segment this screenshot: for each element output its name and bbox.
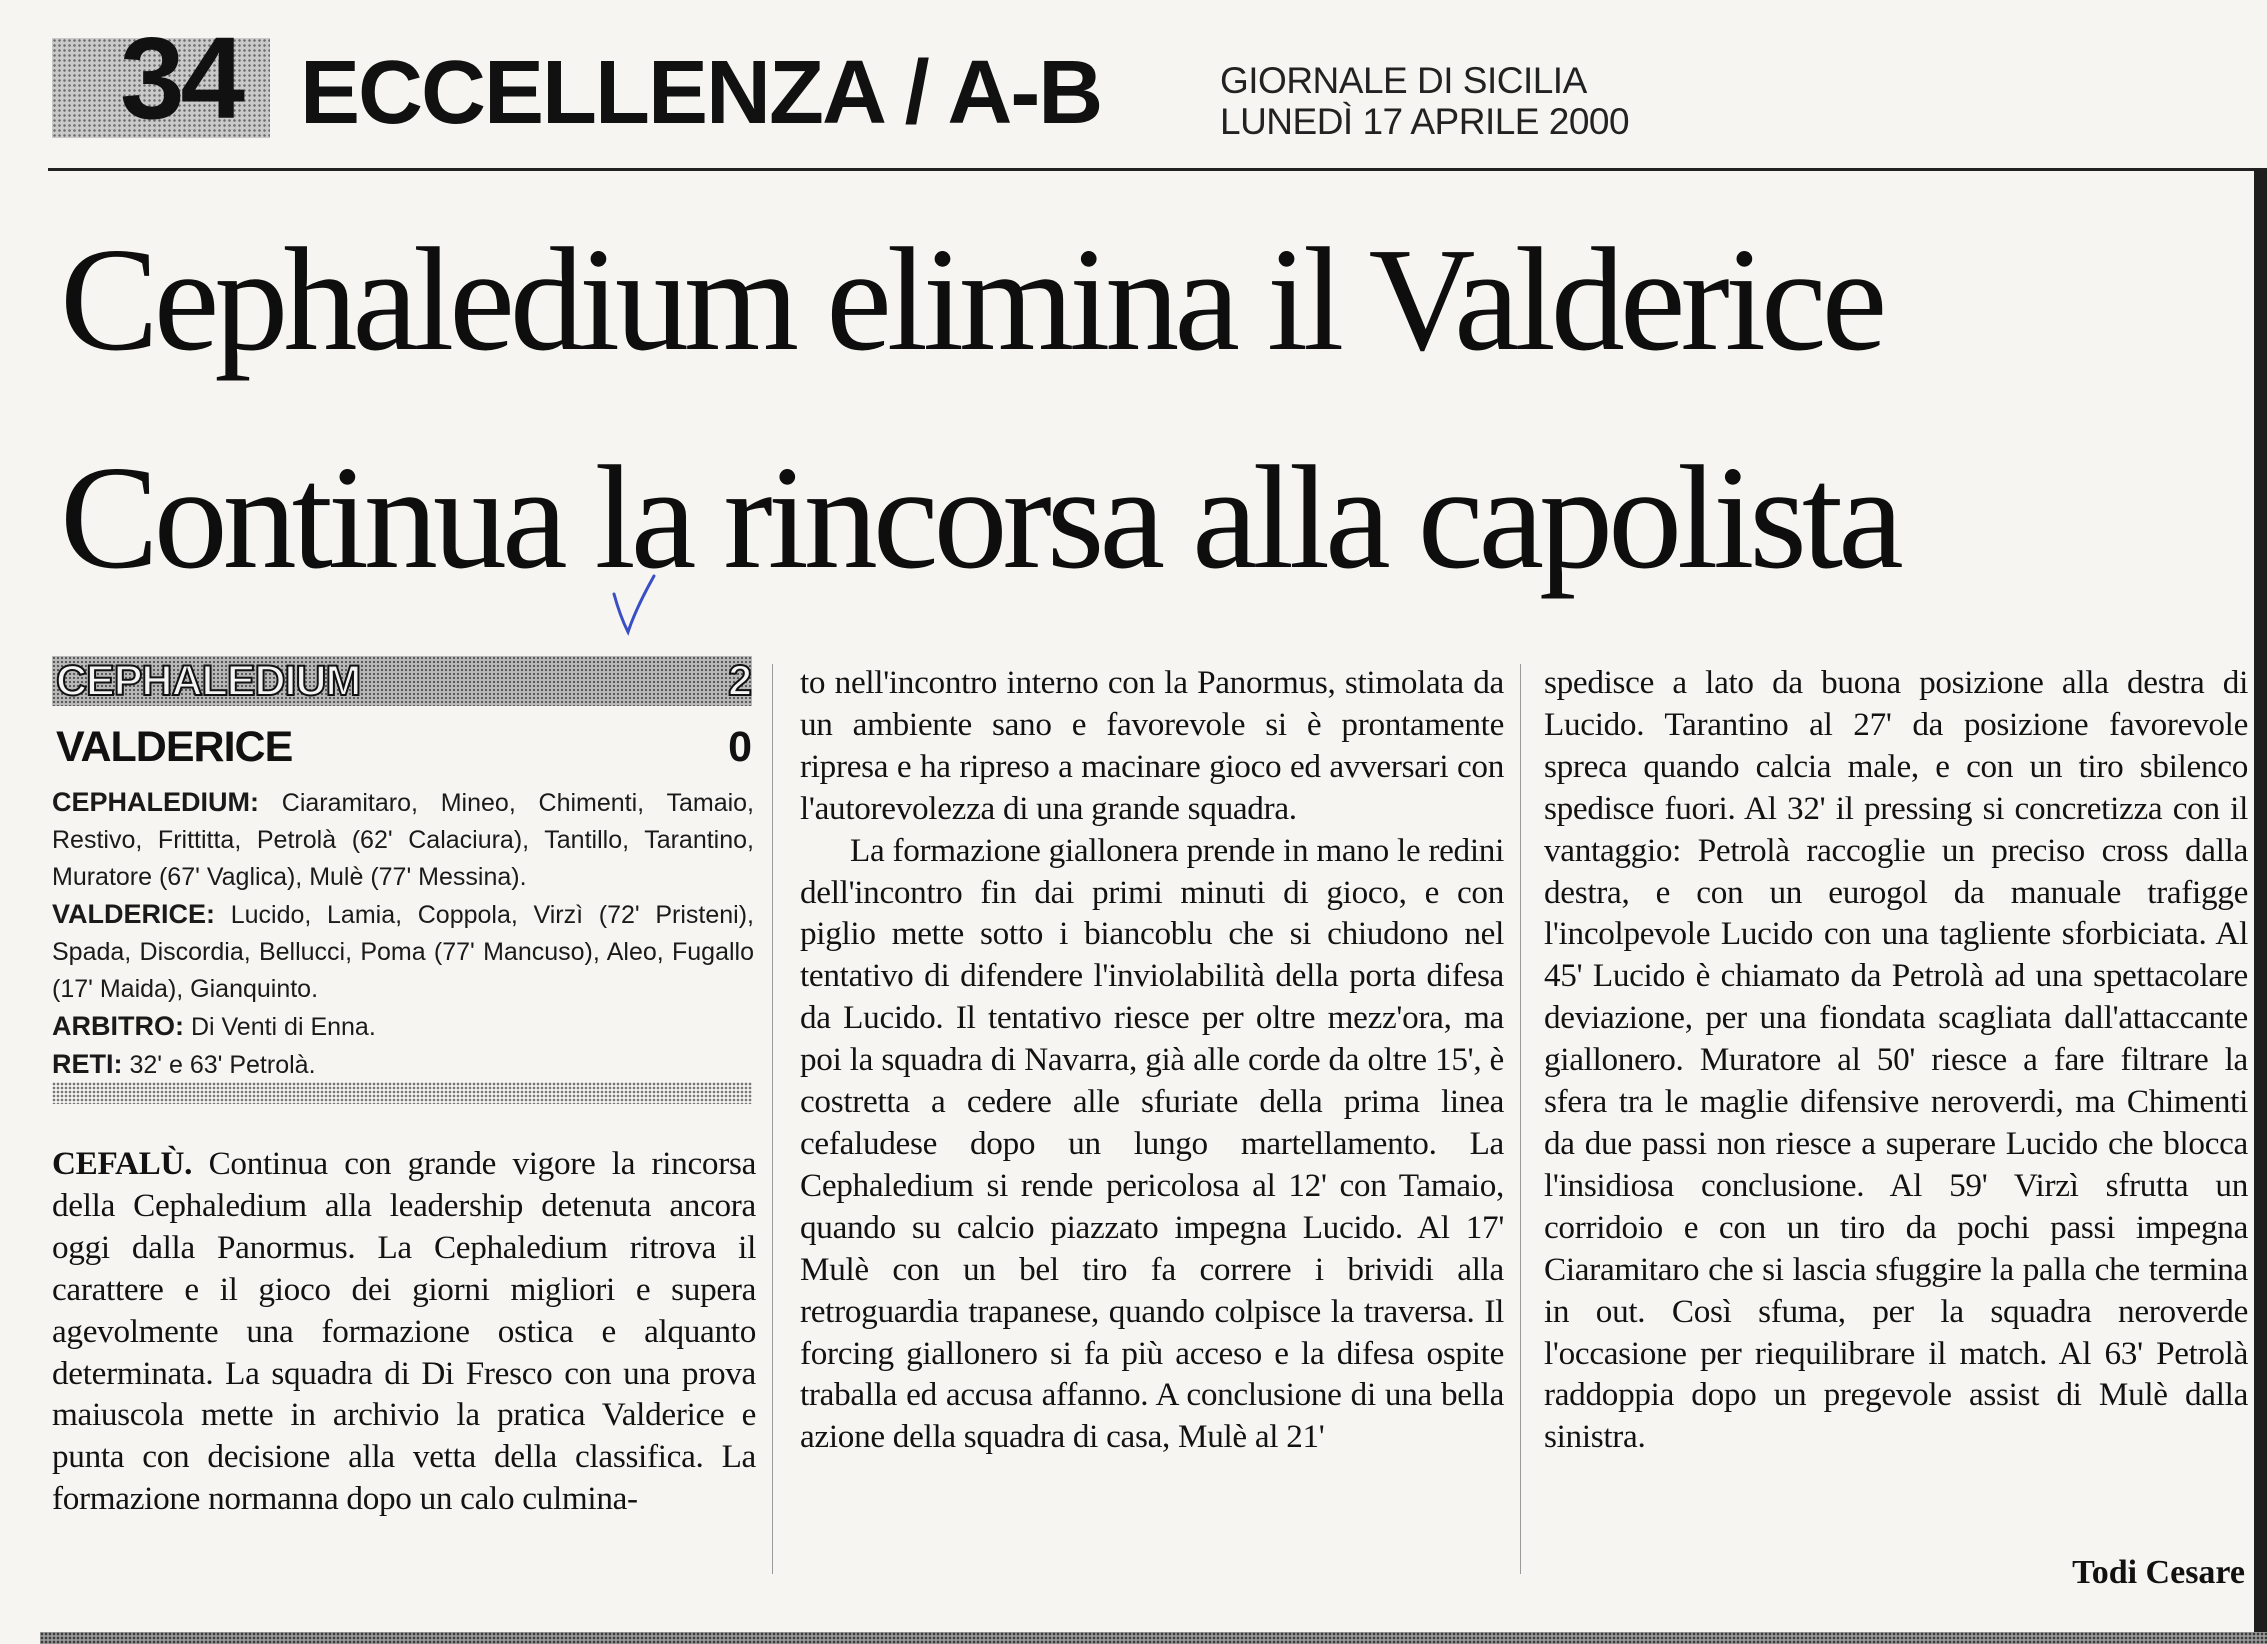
home-lineup-players: Ciaramitaro, Mineo, Chimenti, Tamaio, Restivo, Frittitta, Petrolà (62' Calaciura), Tantillo, Tarantino, Muratore (67' Vaglica), Mulè (77' Messina).: [52, 789, 754, 891]
article-column-3: [1544, 662, 2248, 1458]
masthead-meta: [1220, 60, 1629, 142]
article-column-1: [52, 1143, 756, 1520]
column-rule: [772, 664, 773, 1574]
headline-line-2: Continua la rincorsa alla capolista: [60, 436, 1899, 600]
article-paragraph: [52, 1143, 756, 1520]
column-rule: [1520, 664, 1521, 1574]
publication-date: LUNEDÌ 17 APRILE 2000: [1220, 101, 1630, 142]
article-paragraph: spedisce a lato da buona posizione alla destra di Lucido. Tarantino al 27' da posizione favorevole spreca quando calcia male, e con un tiro sbilenco spedisce fuori. Al 32' il pressing si concretizza con il vantaggio: Petrolà raccoglie un preciso cross dalla destra, e con un eurogol da manuale trafigge l'incolpevole Lucido con una tagliente sforbiciata. Al 45' Lucido è chiamato da Petrolà ad una spettacolare deviazione, per una fiondata scagliata dall'attaccante giallonero. Muratore al 50' riesce a fare filtrare la sfera tra le maglie difensive neroverdi, ma Chimenti da due passi non riesce a superare Lucido che blocca l'insidiosa conclusione. Al 59' Virzì sfrutta un corridoio e con un tiro da pochi passi impegna Ciaramitaro che si lascia sfuggire la palla che termina in out. Così sfuma, per la squadra neroverde l'occasione per riequilibrare il match. Al 63' Petrolà raddoppia dopo un pregevole assist di Mulè dalla sinistra.: [1544, 664, 2248, 1456]
referee-name: Di Venti di Enna.: [190, 1013, 376, 1041]
publication-name: GIORNALE DI SICILIA: [1220, 60, 1587, 101]
page-edge: [2254, 170, 2267, 1644]
match-lineups: [52, 784, 754, 1084]
headline-line-1: Cephaledium elimina il Valderice: [60, 218, 1883, 382]
home-team-name: CEPHALEDIUM: [56, 657, 361, 705]
dateline: CEFALÙ.: [52, 1145, 193, 1182]
article-paragraph: to nell'incontro interno con la Panormus, stimolata da un ambiente sano e favorevole si è prontamente ripresa e ha ripreso a macinare gioco ed avversari con l'autorevolezza di una grande squadra.: [800, 664, 1504, 827]
article-column-2: [800, 662, 1504, 1458]
byline: Todi Cesare: [2072, 1554, 2245, 1591]
away-team-name: VALDERICE: [56, 723, 293, 771]
section-title: ECCELLENZA / A-B: [300, 43, 1102, 143]
masthead-rule: [48, 168, 2267, 171]
away-team-score: 0: [728, 723, 752, 771]
goals-line: [52, 1046, 754, 1084]
page-number: 34: [120, 13, 242, 143]
away-lineup-label: VALDERICE:: [52, 899, 216, 929]
home-lineup-label: CEPHALEDIUM:: [52, 787, 259, 817]
home-team-score: 2: [728, 657, 752, 705]
pen-check-mark: [610, 572, 658, 638]
goals-detail: 32' e 63' Petrolà.: [129, 1051, 316, 1079]
page-bottom-edge: [40, 1632, 2267, 1644]
article-text: Continua con grande vigore la rincorsa della Cephaledium alla leadership detenuta ancora oggi dalla Panormus. La Cephaledium ritrova il carattere e il gioco dei giorni migliori e supera agevolmente una formazione ostica e alquanto determinata. La squadra di Di Fresco con una prova maiuscola mette in archivio la pratica Valderice e punta con decisione alla vetta della classifica. La formazione normanna dopo un calo culmina-: [52, 1145, 756, 1518]
away-lineup: [52, 896, 754, 1008]
home-lineup: [52, 784, 754, 896]
referee-label: ARBITRO:: [52, 1011, 184, 1041]
scorebox-divider: [52, 1082, 752, 1104]
article-paragraph: La formazione giallonera prende in mano le redini dell'incontro fin dai primi minuti di gioco, e con piglio mette sotto i biancoblu che si chiudono nel tentativo di difendere l'inviolabilità della porta difesa da Lucido. Il tentativo riesce per oltre mezz'ora, ma poi la squadra di Navarra, già alle corde da oltre 15', è costretta a cedere alle sfuriate della prima linea cefaludese dopo un lungo martellamento. La Cephaledium si rende pericolosa al 12' con Tamaio, quando su calcio piazzato impegna Lucido. Al 17' Mulè con un bel tiro fa correre i brividi alla retroguardia trapanese, quando colpisce la traversa. Il forcing giallonero si fa più acceso e la difesa ospite traballa ed accusa affanno. A conclusione di una bella azione della squadra di casa, Mulè al 21': [800, 831, 1504, 1456]
referee-line: [52, 1008, 754, 1046]
goals-label: RETI:: [52, 1049, 123, 1079]
away-lineup-players: Lucido, Lamia, Coppola, Virzì (72' Pristeni), Spada, Discordia, Bellucci, Poma (77' Mancuso), Aleo, Fugallo (17' Maida), Gianquinto.: [52, 901, 754, 1003]
